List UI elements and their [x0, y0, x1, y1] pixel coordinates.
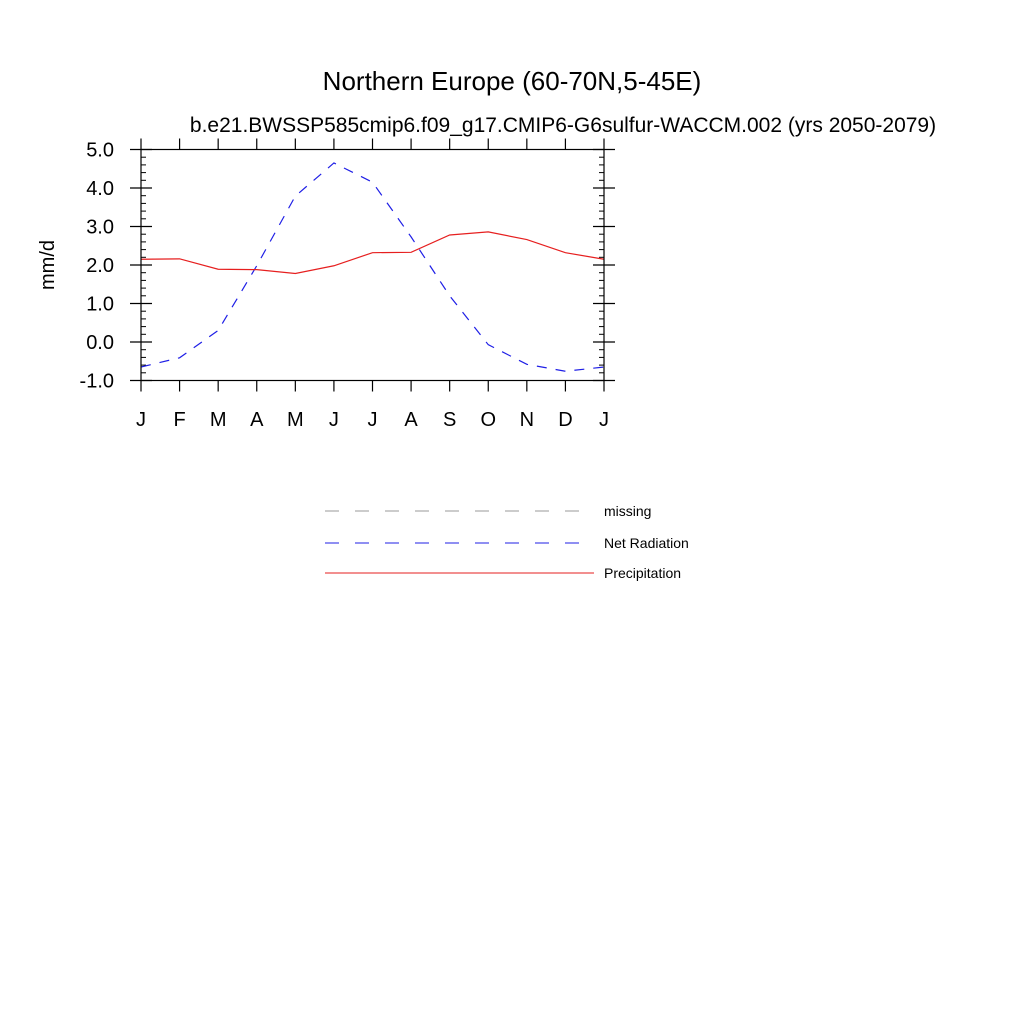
x-tick-label: J	[367, 409, 378, 431]
x-tick-label: M	[286, 409, 304, 431]
x-tick-label: D	[558, 409, 573, 431]
y-tick-labels	[80, 140, 114, 393]
y-tick-label: 2.0	[86, 255, 114, 277]
x-tick-label: O	[480, 409, 497, 431]
series-line-precipitation	[141, 232, 604, 274]
chart-subtitle: b.e21.BWSSP585cmip6.f09_g17.CMIP6-G6sulfur-WACCM.002 (yrs 2050-2079)	[189, 114, 937, 137]
chart-legend	[325, 503, 689, 581]
plot-frame	[141, 150, 604, 381]
x-tick-label: S	[442, 409, 457, 431]
legend-label-missing: missing	[604, 503, 652, 519]
y-tick-label: 3.0	[86, 216, 114, 239]
y-axis-label: mm/d	[37, 240, 59, 290]
x-tick-label: J	[136, 409, 146, 431]
y-tick-label: 5.0	[86, 139, 114, 162]
x-tick-label: F	[173, 409, 186, 431]
y-tick-label: 0.0	[86, 332, 114, 354]
x-tick-label: J	[328, 409, 339, 431]
x-tick-label: M	[209, 409, 227, 431]
y-tick-label: 4.0	[86, 178, 114, 200]
legend-label-net-radiation: Net Radiation	[604, 535, 689, 551]
legend-label-precipitation: Precipitation	[604, 565, 682, 581]
y-tick-label: 1.0	[86, 293, 114, 316]
x-tick-label: A	[250, 409, 264, 431]
x-tick-labels	[136, 409, 609, 431]
chart-title: Northern Europe (60-70N,5-45E)	[322, 66, 702, 96]
x-tick-label: A	[404, 409, 418, 431]
x-tick-label: N	[519, 409, 535, 431]
plot-series	[141, 163, 604, 371]
x-tick-label: J	[599, 409, 609, 431]
y-tick-label: -1.0	[79, 370, 114, 393]
